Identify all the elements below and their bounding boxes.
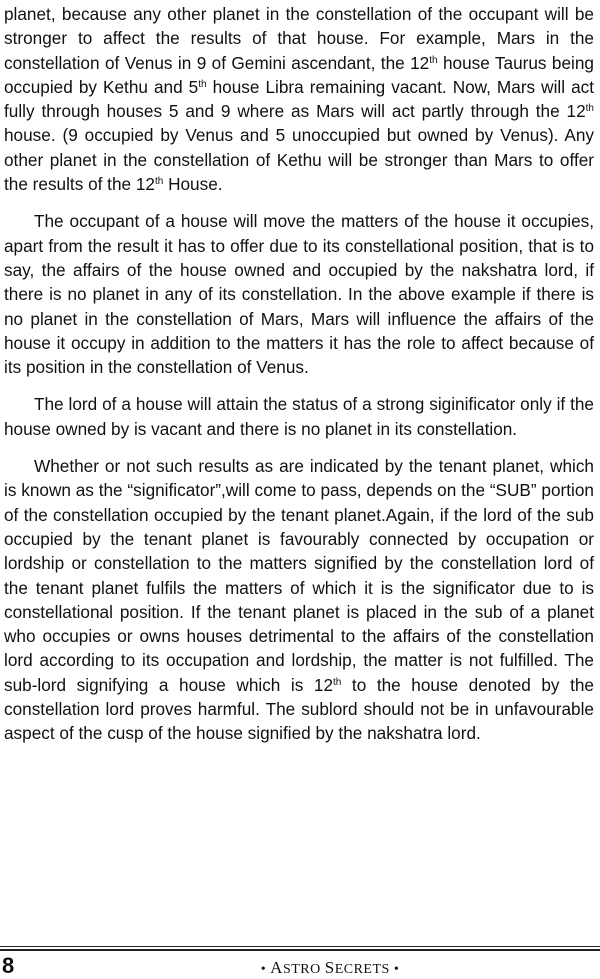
paragraph (4, 2, 594, 196)
page-number: 8 (2, 953, 15, 978)
paragraph-text: planet, because any other planet in the constellation of the occupant will be stronger to affect the results of that house. For example, Mars in the constellation of Venus in 9 of Gemini ascendant, the 12 (4, 4, 594, 73)
paragraph-text: House. (163, 174, 223, 195)
paragraph-text: Whether or not such results as are indicated by the tenant planet, which is known as the “significator”,will come to pass, depends on the “SUB” portion of the constellation occupied by the tenant planet.Again, if the lord of the sub occupied by the tenant planet is favourably connected by occupation or lordship or constellation to the matters signified by the constellation lord of the tenant planet fulfils the matters of which it is the significator due to is constellational position. If the tenant planet is placed in the sub of a planet who occupies or owns houses detrimental to the affairs of the constellation lord according to its occupation and lordship, the matter is not fulfilled. The sub-lord signifying a house which is 12 (4, 456, 594, 695)
title-initial-a: A (270, 958, 283, 977)
paragraph-text: house Taurus being occupied by Kethu and 5 (4, 52, 594, 97)
footer-rule-thick (0, 949, 600, 951)
paragraph-text: The lord of a house will attain the status of a strong siginificator only if the house owned by is vacant and there is no planet in its constellation. (4, 394, 594, 439)
paragraph (4, 454, 594, 746)
paragraph-text: to the house denoted by the constellation lord proves harmful. The sublord should not be in unfavourable aspect of the cusp of the house signified by the nakshatra lord. (4, 674, 594, 744)
ordinal-superscript: th (333, 676, 342, 688)
title-rest-ecrets: ECRETS (334, 962, 390, 977)
ordinal-superscript: th (429, 54, 438, 66)
paragraph-text: house. (9 occupied by Venus and 5 unoccupied but owned by Venus). Any other planet in the constellation of Kethu will be stronger than Mars to offer the results of the 12 (4, 125, 594, 195)
paragraph-text: The occupant of a house will move the matters of the house it occupies, apart from the result it has to offer due to its constellational position, that is to say, the affairs of the house owned and occupied by the nakshatra lord, if there is no planet in any of its constellation. In the above example if there is no planet in the constellation of Mars, Mars will influence the affairs of the house it occupy in addition to the matters it has the role to affect because of its position in the constellation of Venus. (4, 211, 594, 378)
ordinal-superscript: th (154, 176, 164, 188)
ordinal-superscript: th (198, 78, 207, 90)
paragraph-text: house Libra remaining vacant. Now, Mars will act fully through houses 5 and 9 where as Mars will act partly through the 12 (4, 76, 594, 122)
title-bullet-left: • (260, 962, 267, 977)
running-title (200, 958, 460, 978)
title-initial-s: S (324, 958, 335, 977)
ordinal-superscript: th (585, 103, 594, 115)
body-text (4, 2, 594, 759)
title-bullet-right: • (393, 962, 400, 977)
footer-rule-thin (0, 946, 600, 947)
paragraph (4, 392, 594, 441)
title-rest-stro: STRO (282, 962, 321, 977)
paragraph (4, 209, 594, 379)
